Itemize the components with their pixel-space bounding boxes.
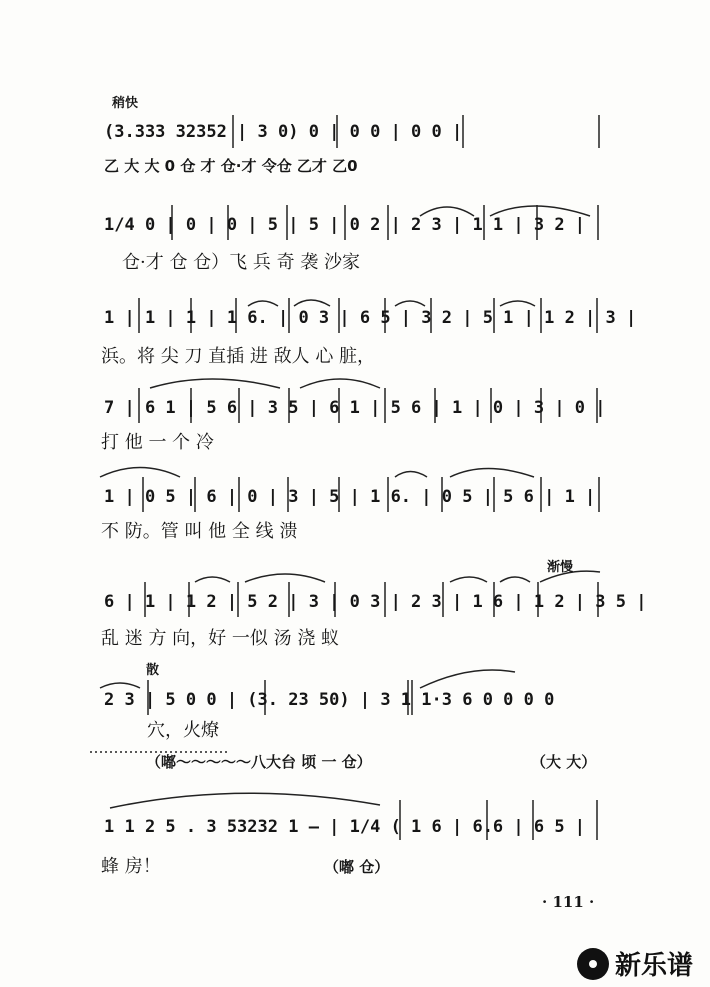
system-1-notes: (3.333 32352 | 3 0) 0 | 0 0 | 0 0 |	[104, 122, 463, 142]
system-6-notes: 6 | 1 | 1 2 | 5 2 | 3 | 0 3 | 2 3 | 1 6 | 1 2 | 3 5 |	[104, 592, 647, 612]
system-3-notes: 1 | 1 | 1 | 1 6. | 0 3 | 6 5 | 3 2 | 5 1 | 1 2 | 3 |	[104, 308, 637, 328]
system-7-lyrics: 穴，火燎	[147, 720, 219, 741]
system-1-percussion: 乙 大 大 0 仓 才 仓·才 令仓 乙才 乙0	[104, 157, 358, 175]
system-4-notes: 7 | 6 1 | 5 6 | 3 5 | 6 1 | 5 6 | 1 | 0 | 3 | 0 |	[104, 398, 606, 418]
tempo-mark-shaokuai: 稍快	[112, 96, 139, 111]
system-8-percussion: （嘟 仓）	[324, 858, 390, 876]
system-4-lyrics: 打 他 一 个 冷	[101, 432, 214, 453]
page-number: · 111 ·	[542, 893, 595, 911]
system-7-percussion-right: （大 大）	[531, 753, 597, 771]
watermark-text: 新乐谱	[615, 951, 694, 981]
system-8-lyrics: 蜂 房！	[101, 856, 161, 877]
system-2-notes: 1/4 0 | 0 | 0 | 5 | 5 | 0 2 | 2 3 | 1 1 | 3 2 |	[104, 215, 586, 235]
watermark-logo	[577, 945, 693, 982]
tempo-mark-san: 散	[146, 663, 160, 678]
system-6-lyrics: 乱 迷 方 向，好 一似 汤 浇 蚁	[101, 628, 340, 649]
system-7-notes: 2 3 | 5 0 0 | (3. 23 50) | 3 1 1·3 6 0 0 0 0	[104, 690, 555, 710]
system-2-lyrics: 仓·才 仓 仓）飞 兵 奇 袭 沙家	[122, 252, 361, 273]
system-3-lyrics: 浜。将 尖 刀 直插 进 敌人 心 脏，	[101, 346, 376, 367]
system-8-notes: 1 1 2 5 . 3 53232 1 – | 1/4 ( 1 6 | 6.6 | 6 5 |	[104, 817, 586, 837]
tempo-mark-jianman: 渐慢	[547, 560, 574, 575]
system-5-notes: 1 | 0 5 | 6 | 0 | 3 | 5 | 1 6. | 0 5 | 5 6 | 1 |	[104, 487, 596, 507]
system-7-percussion: （嘟～～～～～八大台 顷 一 仓）	[146, 753, 372, 771]
vinyl-record-icon	[577, 948, 609, 980]
system-5-lyrics: 不 防。管 叫 他 全 线 溃	[101, 521, 298, 542]
